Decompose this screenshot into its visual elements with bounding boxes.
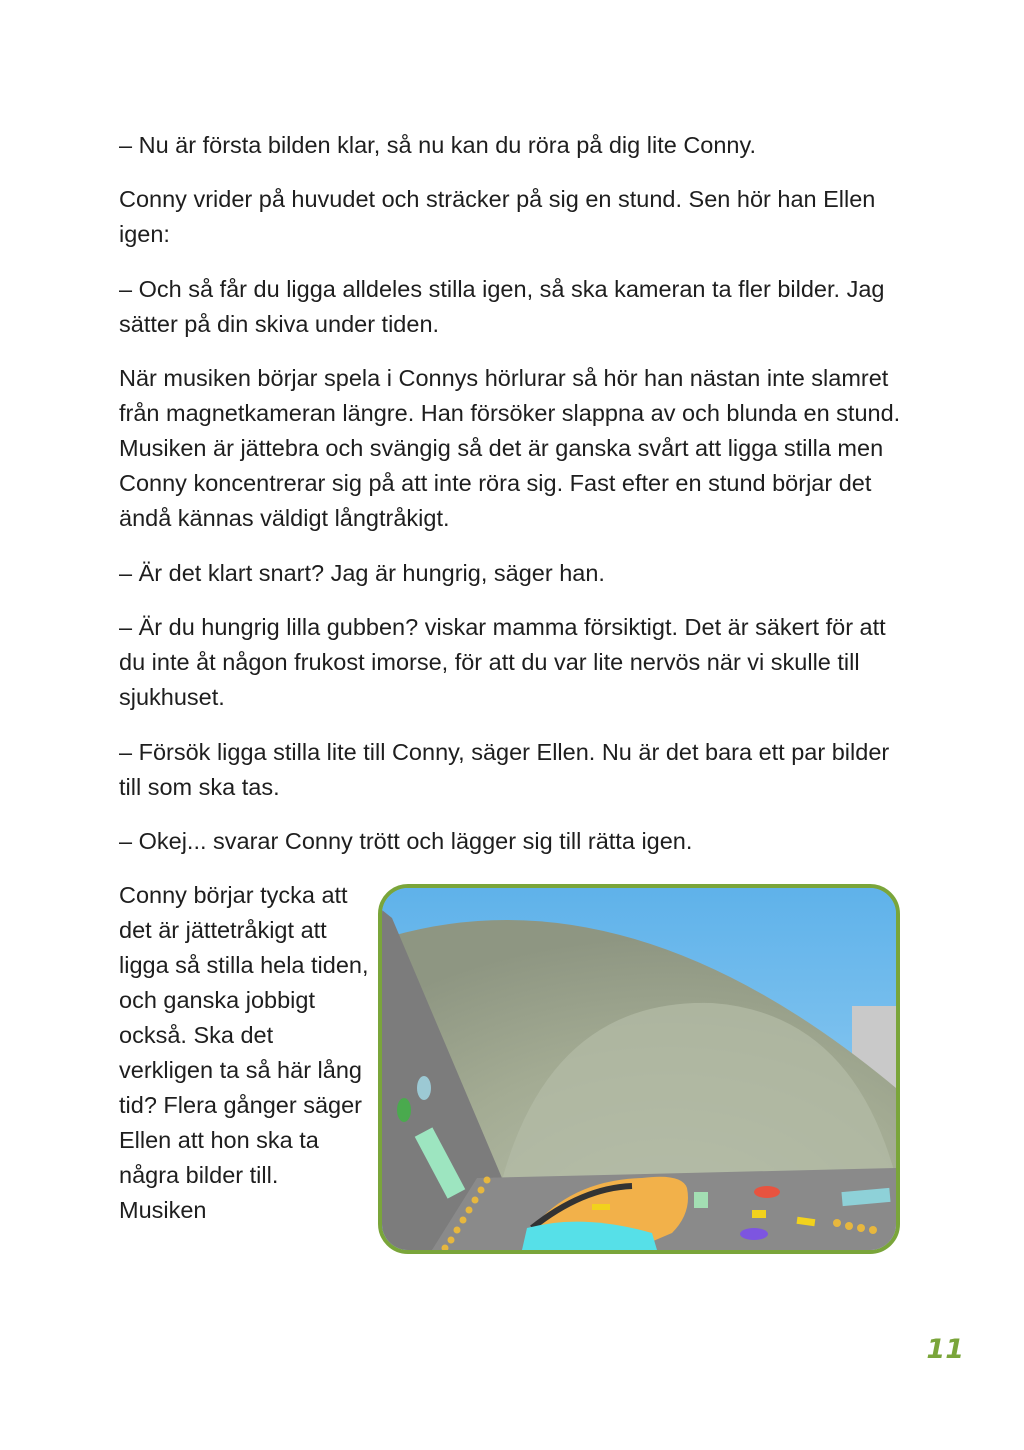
green-light-icon (397, 1098, 411, 1122)
scanner-interior-drawing (382, 888, 896, 1250)
wrapped-paragraph: Conny börjar tycka att det är jättetråkigt att ligga så stilla hela tiden, och ganska jobbigt också. Ska det verkligen ta så här lång tid? Flera gånger säger Ellen att hon ska ta några bilder till. Musiken (119, 882, 369, 1223)
paragraph-7: – Försök ligga stilla lite till Conny, säger Ellen. Nu är det bara ett par bilder till som ska tas. (119, 739, 890, 800)
paragraph-1: – Nu är första bilden klar, så nu kan du röra på dig lite Conny. (119, 132, 757, 158)
yellow-button-icon (752, 1210, 766, 1218)
red-button-icon (754, 1186, 780, 1198)
purple-button-icon (740, 1228, 768, 1240)
paragraph-6: – Är du hungrig lilla gubben? viskar mamma försiktigt. Det är säkert för att du inte åt någon frukost imorse, för att du var lite nervös när vi skulle till sjukhuset. (119, 614, 886, 710)
page-number: 11 (926, 1334, 964, 1365)
small-yellow-light-icon (592, 1204, 610, 1210)
green-button-icon (694, 1192, 708, 1208)
paragraph-4: När musiken börjar spela i Connys hörlurar så hör han nästan inte slamret från magnetkameran längre. Han försöker slappna av och blunda en stund. Musiken är jättebra och svängig så det är ganska svårt att ligga stilla men Conny koncentrerar sig på att inte röra sig. Fast efter en stund börjar det ändå kännas väldigt långtråkigt. (119, 365, 901, 531)
paragraph-5: – Är det klart snart? Jag är hungrig, säger han. (119, 560, 605, 586)
paragraph-2: Conny vrider på huvudet och sträcker på sig en stund. Sen hör han Ellen igen: (119, 186, 876, 247)
blue-light-icon (417, 1076, 431, 1100)
paragraph-8: – Okej... svarar Conny trött och lägger sig till rätta igen. (119, 828, 693, 854)
paragraph-3: – Och så får du ligga alldeles stilla igen, så ska kameran ta fler bilder. Jag sätter på din skiva under tiden. (119, 276, 885, 337)
mri-scanner-illustration (378, 884, 900, 1254)
